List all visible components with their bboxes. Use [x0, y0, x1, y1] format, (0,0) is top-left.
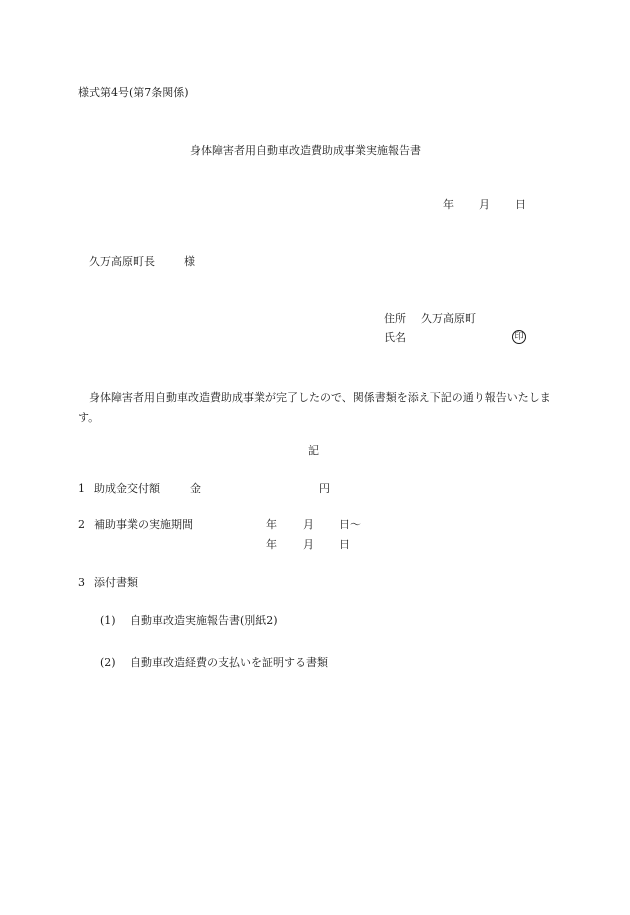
attachment-text: 自動車改造経費の支払いを証明する書類 [130, 656, 328, 669]
date-year: 年 [443, 198, 454, 211]
attachment-number: (1) [100, 614, 116, 627]
item-1-unit: 円 [319, 482, 330, 495]
item-1-label: 助成金交付額 [94, 482, 160, 495]
attachment-number: (2) [100, 656, 116, 669]
name-label: 氏名 [384, 331, 406, 344]
item-2-start-year: 年 [266, 518, 277, 531]
date-day: 日 [515, 198, 526, 211]
item-2-end-month: 月 [303, 538, 314, 551]
attachment-text: 自動車改造実施報告書(別紙2) [130, 614, 278, 627]
form-number: 様式第4号(第7条関係) [78, 86, 189, 99]
addressee-honorific: 様 [184, 255, 195, 268]
document-title: 身体障害者用自動車改造費助成事業実施報告書 [190, 144, 421, 157]
address-label: 住所 [384, 312, 406, 325]
address-value: 久万高原町 [421, 312, 476, 325]
item-2-label: 補助事業の実施期間 [94, 518, 193, 531]
item-1-prefix: 金 [190, 482, 201, 495]
item-1-number: 1 [78, 482, 85, 495]
item-2-end-day: 日 [339, 538, 350, 551]
item-2-start-day: 日～ [339, 518, 361, 531]
item-2-number: 2 [78, 518, 85, 531]
date-month: 月 [479, 198, 490, 211]
addressee-name: 久万高原町長 [89, 255, 155, 268]
item-3-label: 添付書類 [94, 576, 138, 589]
item-2-start-month: 月 [303, 518, 314, 531]
ki-heading: 記 [308, 444, 319, 457]
item-2-end-year: 年 [266, 538, 277, 551]
item-3-number: 3 [78, 576, 85, 589]
body-paragraph: 身体障害者用自動車改造費助成事業が完了したので、関係書類を添え下記の通り報告いたします。 [78, 391, 551, 424]
seal-icon: 印 [512, 330, 526, 344]
